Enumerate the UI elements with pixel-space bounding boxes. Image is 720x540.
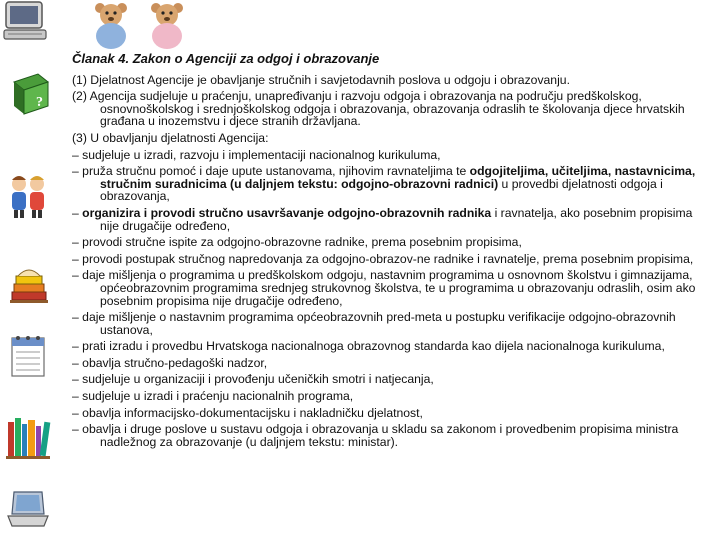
list-item-text: – pruža stručnu pomoć i daje upute ustanovama, njihovim ravnateljima te <box>72 164 470 179</box>
list-item <box>72 407 708 420</box>
calendar-icon <box>6 332 50 382</box>
list-item <box>72 269 708 307</box>
list-item <box>72 165 708 203</box>
list-item-text: – prati izradu i provedbu Hrvatskoga nacionalnoga obrazovnog standarda kao dijela nacionalnoga kurikuluma, <box>72 339 665 354</box>
list-item-text: – sudjeluje u organizaciji i provođenju učeničkih smotri i natjecanja, <box>72 372 434 387</box>
article-title: Članak 4. Zakon o Agenciji za odgoj i obrazovanje <box>72 51 380 66</box>
list-item-text: – sudjeluje u izradi i praćenju nacionalnih programa, <box>72 389 354 404</box>
list-item <box>72 357 708 370</box>
book-stack-icon <box>6 262 52 308</box>
list-item-bold: organizira i provodi stručno usavršavanje odgojno-obrazovnih radnika <box>82 205 492 220</box>
list-item <box>72 149 708 162</box>
list-item <box>72 236 708 249</box>
list-item <box>72 340 708 353</box>
list-item <box>72 423 708 448</box>
list-item-text: – <box>72 205 83 220</box>
list-item-text: – obavlja i druge poslove u sustavu odgoja i obrazovanja u skladu sa zakonom i provedbenim propisima ministra nadležnog za obrazovanje (u daljnjem tekstu: ministar). <box>72 422 679 449</box>
list-item-text: – daje mišljenja o programima u predškolskom odgoju, nastavnim programima u osnovnom školstvu i gimnazijama, općeobrazovnim programima srednjeg strukovnog školstva, te u programima u obrazovanju odraslih, osim ako posebnim propisima nije drugačije određeno, <box>72 268 696 308</box>
paragraph: (2) Agencija sudjeluje u praćenju, unapređivanju i razvoju odgoja i obrazovanja na području predškolskog, osnovnoškolskog i srednjoškolskog odgoja i obrazovanja, obrazovanja odraslih te školovanja djece hrvatskih građana u inozemstvu i djece stranih državljana. <box>72 89 685 129</box>
list-item <box>72 253 708 266</box>
list-item <box>72 373 708 386</box>
list-item-text: – obavlja informacijsko-dokumentacijsku i nakladničku djelatnost, <box>72 405 423 420</box>
list-item-text: – provodi postupak stručnog napredovanja za odgojno-obrazov-ne radnike i ravnatelje, prema posebnim propisima, <box>72 251 694 266</box>
teddy-bear-pink-icon <box>142 0 192 50</box>
laptop-icon <box>4 488 52 532</box>
teddy-bear-blue-icon <box>86 0 136 50</box>
list-item-text: – provodi stručne ispite za odgojno-obrazovne radnike, prema posebnim propisima, <box>72 235 522 250</box>
svg-text:?: ? <box>36 95 43 110</box>
list-item-text: – obavlja stručno-pedagoški nadzor, <box>72 355 268 370</box>
list-item-text: i ravnatelja, ako posebnim propisima nije drugačije određeno, <box>100 205 693 233</box>
list-item-text: – daje mišljenje o nastavnim programima općeobrazovnih pred-meta u postupku verifikacije odgojno-obrazovnih ustanova, <box>72 310 676 337</box>
paragraph: (1) Djelatnost Agencije je obavljanje stručnih i savjetodavnih poslova u odgoju i obrazovanju. <box>72 72 570 87</box>
book-icon <box>8 70 52 120</box>
children-icon <box>4 172 52 220</box>
list-item-text: u provedbi djelatnosti odgoja i obrazovanja, <box>100 176 663 204</box>
list-item <box>72 207 708 232</box>
list-item <box>72 390 708 403</box>
list-item-text: – sudjeluje u izradi, razvoju i implementaciji nacionalnog kurikuluma, <box>72 147 441 162</box>
list-item-bold: odgojiteljima, učiteljima, nastavnicima, stručnim suradnicima (u daljnjem tekstu: odgojno-obrazovni radnici) <box>100 164 696 191</box>
article-content <box>72 53 708 452</box>
paragraph: (3) U obavljanju djelatnosti Agencija: <box>72 130 269 145</box>
list-item <box>72 311 708 336</box>
computer-icon <box>2 0 50 42</box>
bookshelf-icon <box>4 412 52 462</box>
